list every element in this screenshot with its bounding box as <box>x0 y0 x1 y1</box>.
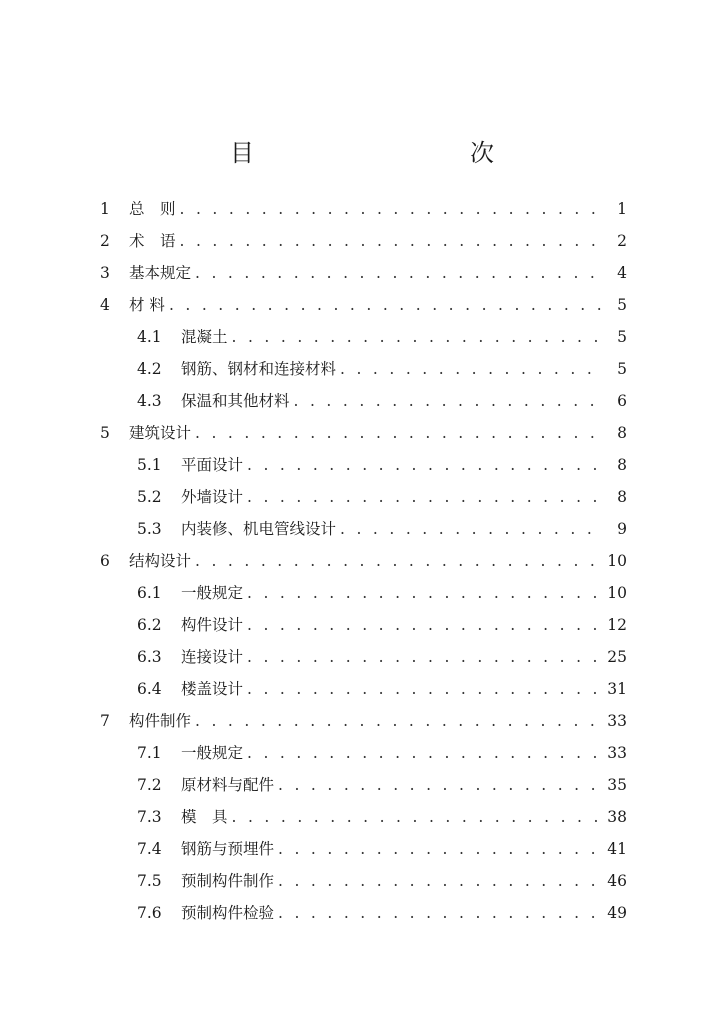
toc-entry[interactable] <box>100 421 627 453</box>
toc-entry-page: 46 <box>607 872 627 890</box>
toc-entry-label: 构件设计 <box>181 616 244 634</box>
toc-entry-page: 31 <box>607 680 627 698</box>
dot-leader <box>278 776 599 794</box>
toc-entry-number: 5 <box>100 424 110 442</box>
dot-leader <box>247 616 599 634</box>
dot-leader <box>180 232 603 250</box>
page-title: 目 次 <box>230 139 550 167</box>
toc-subentry[interactable] <box>100 741 627 773</box>
toc-subentry[interactable] <box>100 773 627 805</box>
toc-entry-label: 总 则 <box>129 200 176 218</box>
toc-entry-page: 5 <box>617 328 627 346</box>
toc-entry-page: 5 <box>617 296 627 314</box>
toc-entry-number: 5.1 <box>137 456 162 474</box>
toc-entry-label: 钢筋、钢材和连接材料 <box>181 360 337 378</box>
dot-leader <box>278 840 599 858</box>
toc-entry-label: 术 语 <box>129 232 176 250</box>
dot-leader <box>180 200 603 218</box>
toc-entry-number: 6 <box>100 552 110 570</box>
dot-leader <box>195 552 599 570</box>
toc-entry-page: 1 <box>617 200 627 218</box>
toc-entry-number: 7.4 <box>137 840 162 858</box>
toc-entry[interactable] <box>100 293 627 325</box>
toc-entry-page: 8 <box>617 456 627 474</box>
dot-leader <box>278 872 599 890</box>
toc-entry-page: 25 <box>607 648 627 666</box>
toc-entry-number: 7.5 <box>137 872 162 890</box>
toc-entry[interactable] <box>100 709 627 741</box>
toc-subentry[interactable] <box>100 453 627 485</box>
toc-entry[interactable] <box>100 197 627 229</box>
toc-entry-label: 平面设计 <box>181 456 244 474</box>
toc-entry-number: 2 <box>100 232 110 250</box>
toc-subentry[interactable] <box>100 901 627 933</box>
toc-entry-label: 构件制作 <box>129 712 192 730</box>
dot-leader <box>247 648 599 666</box>
toc-entry-number: 7.3 <box>137 808 162 826</box>
toc-entry-number: 6.1 <box>137 584 162 602</box>
dot-leader <box>247 680 599 698</box>
toc-entry-page: 9 <box>617 520 627 538</box>
toc-entry-page: 10 <box>607 552 627 570</box>
toc-entry-number: 5.3 <box>137 520 162 538</box>
toc-entry-page: 10 <box>607 584 627 602</box>
toc-entry-number: 5.2 <box>137 488 162 506</box>
toc-entry-label: 模 具 <box>181 808 228 826</box>
toc-entry-page: 12 <box>607 616 627 634</box>
toc-subentry[interactable] <box>100 357 627 389</box>
toc-entry-page: 8 <box>617 424 627 442</box>
dot-leader <box>195 712 599 730</box>
toc-entry-page: 8 <box>617 488 627 506</box>
dot-leader <box>169 296 603 314</box>
toc-entry-number: 6.2 <box>137 616 162 634</box>
toc-entry-number: 1 <box>100 200 110 218</box>
toc-subentry[interactable] <box>100 581 627 613</box>
toc-entry-label: 一般规定 <box>181 744 244 762</box>
toc-entry-page: 35 <box>607 776 627 794</box>
toc-entry-page: 4 <box>617 264 627 282</box>
toc-subentry[interactable] <box>100 389 627 421</box>
toc-entry[interactable] <box>100 229 627 261</box>
dot-leader <box>294 392 603 410</box>
toc-entry-label: 预制构件制作 <box>181 872 275 890</box>
toc-entry-label: 混凝土 <box>181 328 228 346</box>
toc-entry-label: 连接设计 <box>181 648 244 666</box>
toc-subentry[interactable] <box>100 645 627 677</box>
dot-leader <box>232 808 600 826</box>
toc-entry-label: 材 料 <box>129 296 165 314</box>
toc-entry-label: 外墙设计 <box>181 488 244 506</box>
dot-leader <box>247 456 603 474</box>
toc-entry-label: 钢筋与预埋件 <box>181 840 275 858</box>
toc-entry-number: 6.4 <box>137 680 162 698</box>
toc-entry-page: 38 <box>607 808 627 826</box>
toc-entry[interactable] <box>100 261 627 293</box>
toc-entry-label: 预制构件检验 <box>181 904 275 922</box>
toc-entry-label: 一般规定 <box>181 584 244 602</box>
toc-subentry[interactable] <box>100 485 627 517</box>
toc-entry-number: 7 <box>100 712 110 730</box>
toc-entry-number: 6.3 <box>137 648 162 666</box>
toc-entry-page: 41 <box>607 840 627 858</box>
toc-entry-page: 6 <box>617 392 627 410</box>
dot-leader <box>195 264 603 282</box>
toc-entry-label: 基本规定 <box>129 264 192 282</box>
dot-leader <box>195 424 603 442</box>
toc-entry-number: 4.2 <box>137 360 162 378</box>
dot-leader <box>232 328 603 346</box>
toc-entry-number: 7.6 <box>137 904 162 922</box>
toc-entry-label: 内装修、机电管线设计 <box>181 520 337 538</box>
toc-subentry[interactable] <box>100 325 627 357</box>
toc-entry-page: 2 <box>617 232 627 250</box>
toc-entry-label: 保温和其他材料 <box>181 392 290 410</box>
toc-subentry[interactable] <box>100 869 627 901</box>
toc-entry-page: 33 <box>607 712 627 730</box>
dot-leader <box>340 360 603 378</box>
toc-subentry[interactable] <box>100 613 627 645</box>
toc-subentry[interactable] <box>100 677 627 709</box>
toc-subentry[interactable] <box>100 805 627 837</box>
dot-leader <box>247 744 599 762</box>
toc-entry-number: 4 <box>100 296 110 314</box>
toc-entry-number: 3 <box>100 264 110 282</box>
toc-entry-page: 5 <box>617 360 627 378</box>
toc-entry[interactable] <box>100 549 627 581</box>
toc-entry-label: 建筑设计 <box>129 424 192 442</box>
toc-entry-number: 4.1 <box>137 328 162 346</box>
toc-entry-label: 原材料与配件 <box>181 776 275 794</box>
dot-leader <box>340 520 603 538</box>
dot-leader <box>278 904 599 922</box>
toc-entry-label: 楼盖设计 <box>181 680 244 698</box>
toc-entry-number: 7.2 <box>137 776 162 794</box>
toc-entry-page: 33 <box>607 744 627 762</box>
table-of-contents <box>100 197 627 933</box>
toc-entry-label: 结构设计 <box>129 552 192 570</box>
toc-entry-page: 49 <box>607 904 627 922</box>
dot-leader <box>247 584 599 602</box>
toc-entry-number: 7.1 <box>137 744 162 762</box>
toc-subentry[interactable] <box>100 517 627 549</box>
toc-subentry[interactable] <box>100 837 627 869</box>
dot-leader <box>247 488 603 506</box>
toc-entry-number: 4.3 <box>137 392 162 410</box>
